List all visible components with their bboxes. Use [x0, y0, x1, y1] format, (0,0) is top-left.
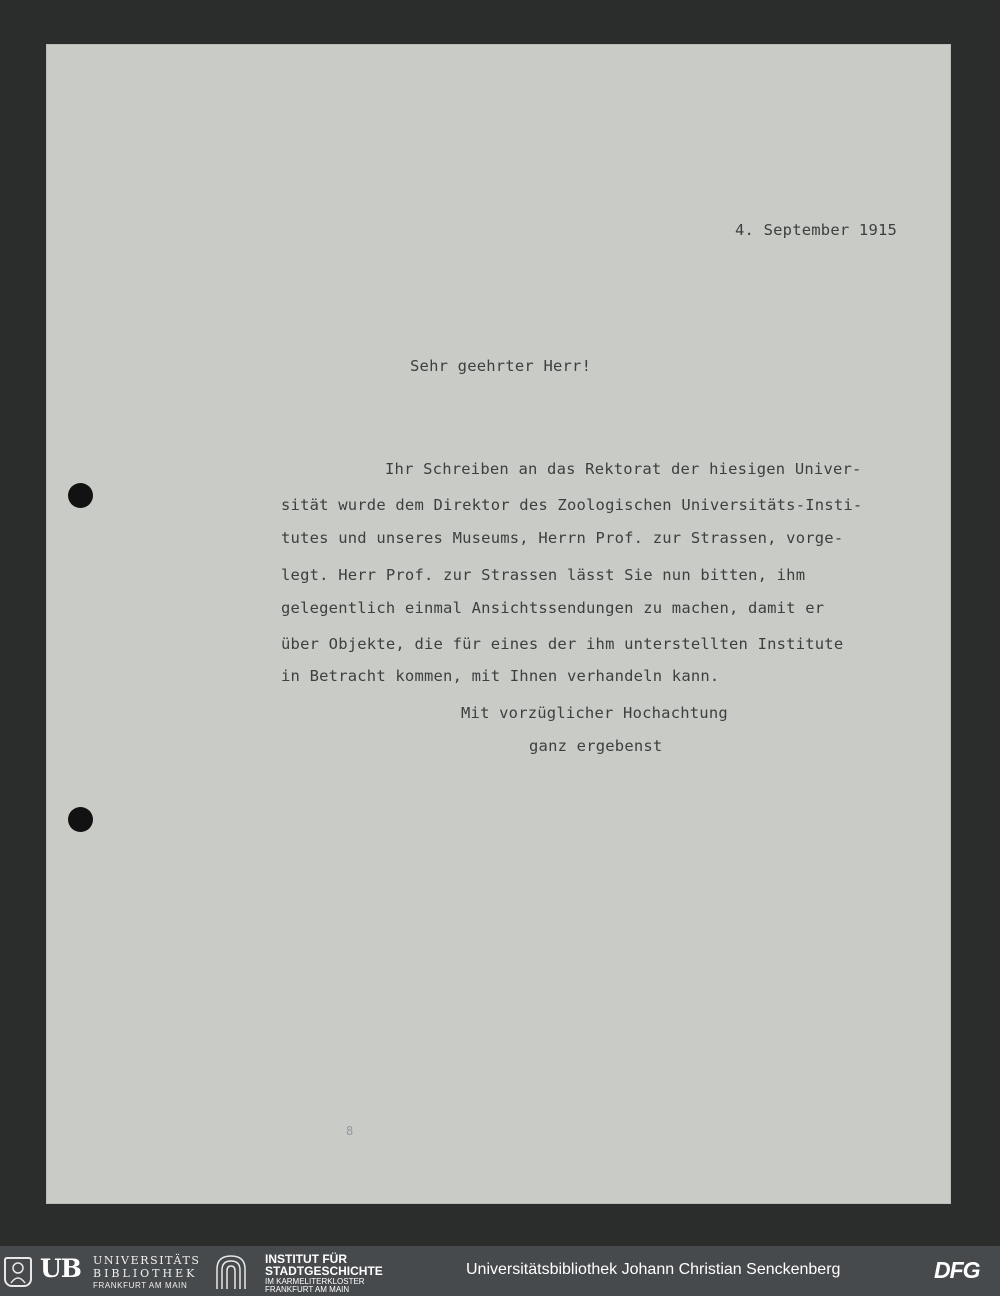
ub-letters: UB: [40, 1254, 81, 1283]
arch-icon: [214, 1253, 248, 1289]
isg-line-3: IM KARMELITERKLOSTER: [265, 1277, 365, 1286]
ub-line-3: FRANKFURT AM MAIN: [93, 1281, 188, 1290]
ub-line-2: BIBLIOTHEK: [93, 1267, 198, 1280]
body-line: sität wurde dem Direktor des Zoologischen Universitäts-Insti-: [281, 496, 863, 514]
letter-date: 4. September 1915: [735, 221, 898, 239]
closing-signoff: ganz ergebenst: [529, 737, 663, 755]
page-mark: 8: [346, 1124, 354, 1138]
university-seal-icon: [4, 1257, 32, 1287]
footer-bar: [0, 1246, 1000, 1296]
isg-line-4: FRANKFURT AM MAIN: [265, 1285, 350, 1294]
body-line: legt. Herr Prof. zur Strassen lässt Sie nun bitten, ihm: [281, 566, 806, 584]
ub-logo: [0, 1253, 210, 1291]
body-line: tutes und unseres Museums, Herrn Prof. zur Strassen, vorge-: [281, 529, 844, 547]
ub-line-1: UNIVERSITÄTS: [93, 1254, 201, 1267]
document-page: [46, 44, 951, 1204]
isg-line-1: INSTITUT FÜR: [265, 1252, 347, 1266]
isg-logo: [214, 1252, 404, 1292]
letter-salutation: Sehr geehrter Herr!: [410, 357, 592, 375]
body-line: Ihr Schreiben an das Rektorat der hiesigen Univer-: [385, 460, 862, 478]
body-line: über Objekte, die für eines der ihm unterstellten Institute: [281, 635, 844, 653]
body-line: gelegentlich einmal Ansichtssendungen zu machen, damit er: [281, 599, 825, 617]
isg-line-2: STADTGESCHICHTE: [265, 1264, 383, 1278]
dfg-logo: DFG: [934, 1257, 980, 1283]
body-line: in Betracht kommen, mit Ihnen verhandeln kann.: [281, 667, 720, 685]
punch-hole-bottom: [68, 807, 93, 832]
punch-hole-top: [68, 483, 93, 508]
library-title: Universitätsbibliothek Johann Christian Senckenberg: [466, 1261, 841, 1278]
closing-regards: Mit vorzüglicher Hochachtung: [461, 704, 728, 722]
